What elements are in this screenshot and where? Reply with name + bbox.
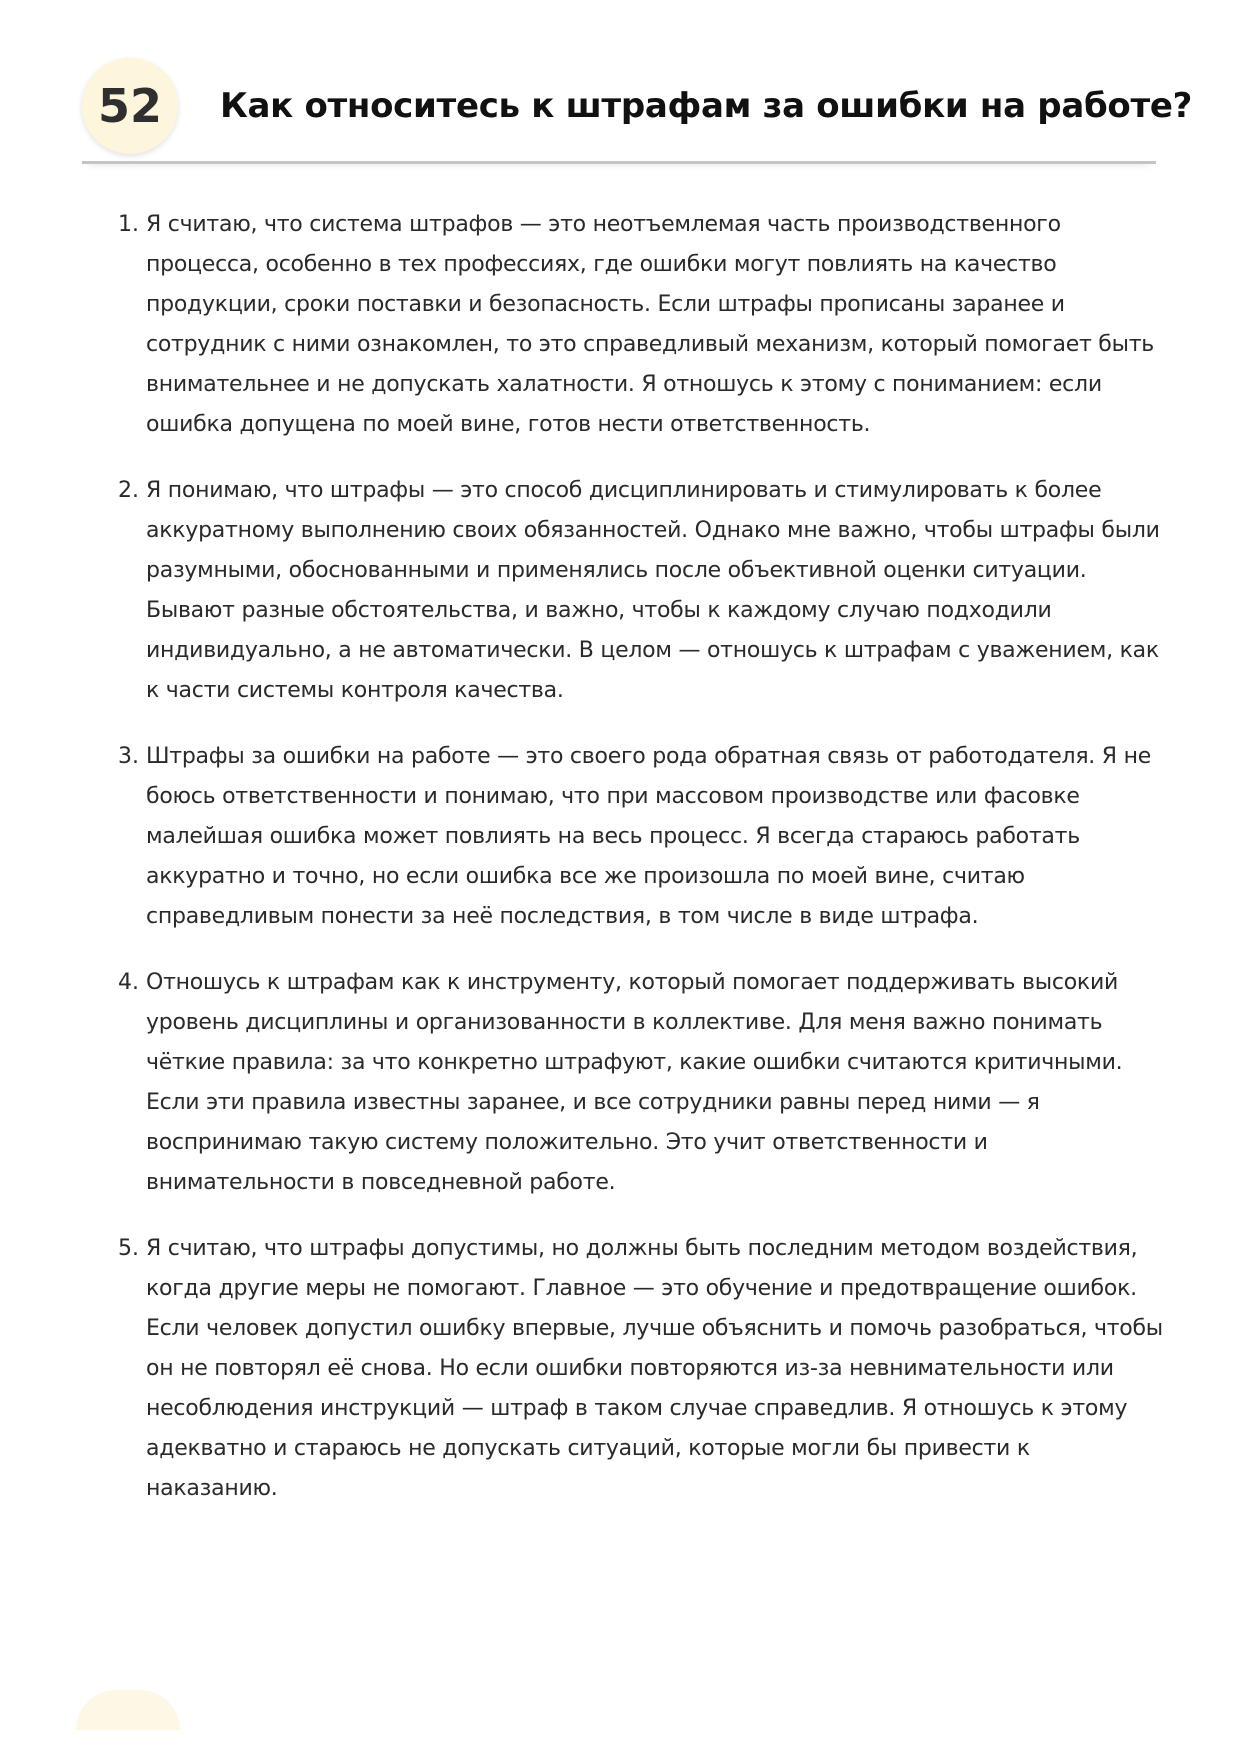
answer-item bbox=[112, 963, 1164, 1203]
answer-number: 3. bbox=[118, 744, 139, 769]
next-badge-fragment bbox=[76, 1690, 180, 1730]
answers-list bbox=[112, 205, 1164, 1535]
answer-number: 2. bbox=[118, 478, 139, 503]
answer-number: 5. bbox=[118, 1236, 139, 1261]
question-title: Как относитесь к штрафам за ошибки на работе? bbox=[220, 86, 1193, 126]
answer-number: 1. bbox=[118, 212, 139, 237]
answer-text: Я считаю, что штрафы допустимы, но должны быть последним методом воздействия, когда другие меры не помогают. Главное — это обучение и предотвращение ошибок. Если человек допустил ошибку впервые, лучше объяснить и помочь разобраться, чтобы он не повторял её снова. Но если ошибки повторяются из-за невнимательности или несоблюдения инструкций — штраф в таком случае справедлив. Я отношусь к этому адекватно и стараюсь не допускать ситуаций, которые могли бы привести к наказанию. bbox=[146, 1236, 1163, 1501]
answer-text: Отношусь к штрафам как к инструменту, который помогает поддерживать высокий уровень дисциплины и организованности в коллективе. Для меня важно понимать чёткие правила: за что конкретно штрафуют, какие ошибки считаются критичными. Если эти правила известны заранее, и все сотрудники равны перед ними — я воспринимаю такую систему положительно. Это учит ответственности и внимательности в повседневной работе. bbox=[146, 970, 1123, 1195]
question-header bbox=[82, 46, 1193, 164]
answer-number: 4. bbox=[118, 970, 139, 995]
answer-text: Я считаю, что система штрафов — это неотъемлемая часть производственного процесса, особенно в тех профессиях, где ошибки могут повлиять на качество продукции, сроки поставки и безопасность. Если штрафы прописаны заранее и сотрудник с ними ознакомлен, то это справедливый механизм, который помогает быть внимательнее и не допускать халатности. Я отношусь к этому с пониманием: если ошибка допущена по моей вине, готов нести ответственность. bbox=[146, 212, 1155, 437]
answer-text: Я понимаю, что штрафы — это способ дисциплинировать и стимулировать к более аккуратному выполнению своих обязанностей. Однако мне важно, чтобы штрафы были разумными, обоснованными и применялись после объективной оценки ситуации. Бывают разные обстоятельства, и важно, чтобы к каждому случаю подходили индивидуально, а не автоматически. В целом — отношусь к штрафам с уважением, как к части системы контроля качества. bbox=[146, 478, 1160, 703]
answer-item bbox=[112, 205, 1164, 445]
answer-text: Штрафы за ошибки на работе — это своего рода обратная связь от работодателя. Я не боюсь ответственности и понимаю, что при массовом производстве или фасовке малейшая ошибка может повлиять на весь процесс. Я всегда стараюсь работать аккуратно и точно, но если ошибка все же произошла по моей вине, считаю справедливым понести за неё последствия, в том числе в виде штрафа. bbox=[146, 744, 1151, 929]
answer-item bbox=[112, 1229, 1164, 1509]
answer-item bbox=[112, 737, 1164, 937]
answer-item bbox=[112, 471, 1164, 711]
question-number-badge: 52 bbox=[82, 58, 178, 154]
